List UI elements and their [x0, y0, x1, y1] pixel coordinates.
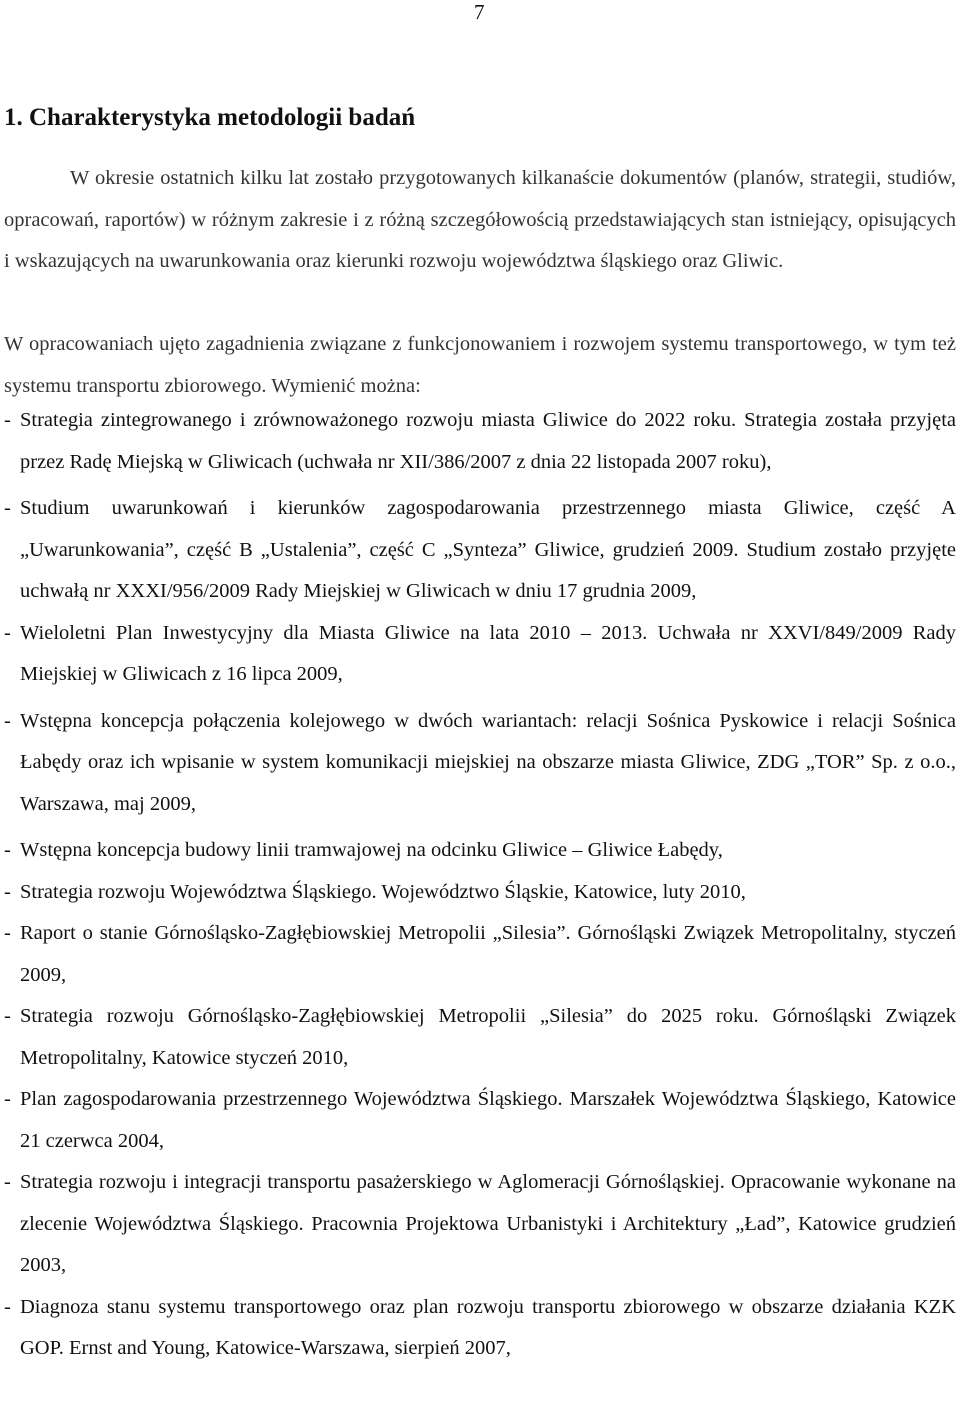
- list-item-text: Wstępna koncepcja połączenia kolejowego w dwóch wariantach: relacji Sośnica Pyskowice i relacji Sośnica Łabędy oraz ich wpisanie w system komunikacji miejskiej na obszarze miasta Gliwice, ZDG „TOR” Sp. z o.o., Warszawa, maj 2009,: [20, 709, 956, 815]
- list-dash: -: [4, 880, 11, 903]
- list-item-text: Diagnoza stanu systemu transportowego oraz plan rozwoju transportu zbiorowego w obszarze działania KZK GOP. Ernst and Young, Katowice-Warszawa, sierpień 2007,: [20, 1295, 956, 1359]
- list-item: [4, 913, 956, 996]
- list-item: [4, 1162, 956, 1287]
- list-dash: -: [4, 621, 11, 644]
- list-item: [4, 400, 956, 483]
- list-dash: -: [4, 839, 11, 861]
- list-item: [4, 830, 956, 872]
- list-item-text: Wstępna koncepcja budowy linii tramwajowej na odcinku Gliwice – Gliwice Łabędy,: [20, 839, 723, 861]
- list-dash: -: [4, 1005, 11, 1027]
- list-item-text: Strategia rozwoju Województwa Śląskiego. Województwo Śląskie, Katowice, luty 2010,: [20, 880, 746, 903]
- list-item: [4, 701, 956, 826]
- list-item: [4, 488, 956, 613]
- list-item-text: Plan zagospodarowania przestrzennego Województwa Śląskiego. Marszałek Województwa Śląskiego, Katowice 21 czerwca 2004,: [20, 1088, 956, 1152]
- list-dash: -: [4, 409, 11, 431]
- list-item-text: Studium uwarunkowań i kierunków zagospodarowania przestrzennego miasta Gliwice, część A „Uwarunkowania”, część B „Ustalenia”, część C „Synteza” Gliwice, grudzień 2009. Studium zostało przyjęte uchwałą nr XXXI/956/2009 Rady Miejskiej w Gliwicach w dniu 17 grudnia 2009,: [20, 497, 956, 602]
- list-item: [4, 872, 956, 914]
- list-item: [4, 996, 956, 1079]
- list-item: [4, 1287, 956, 1370]
- list-dash: -: [4, 497, 11, 519]
- list-item: [4, 613, 956, 696]
- page-number: 7: [474, 0, 485, 24]
- intro-paragraph: W okresie ostatnich kilku lat zostało przygotowanych kilkanaście dokumentów (planów, strategii, studiów, opracowań, raportów) w różnym zakresie i z różną szczegółowością przedstawiających stan istniejący, opisujących i wskazujących na uwarunkowania oraz kierunki rozwoju województwa śląskiego oraz Gliwic.: [4, 167, 956, 272]
- list-item-text: Wieloletni Plan Inwestycyjny dla Miasta Gliwice na lata 2010 – 2013. Uchwała nr XXVI/849/2009 Rady Miejskiej w Gliwicach z 16 lipca 2009,: [20, 621, 956, 685]
- documents-list: [4, 400, 956, 1370]
- list-dash: -: [4, 922, 11, 944]
- list-dash: -: [4, 1088, 11, 1110]
- list-item-text: Strategia zintegrowanego i zrównoważonego rozwoju miasta Gliwice do 2022 roku. Strategia została przyjęta przez Radę Miejską w Gliwicach (uchwała nr XII/386/2007 z dnia 22 listopada 2007 roku),: [20, 409, 956, 473]
- list-item-text: Strategia rozwoju i integracji transportu pasażerskiego w Aglomeracji Górnośląskiej. Opracowanie wykonane na zlecenie Województwa Śląskiego. Pracownia Projektowa Urbanistyki i Architektury „Ład”, Katowice grudzień 2003,: [20, 1171, 956, 1276]
- section-heading: 1. Charakterystyka metodologii badań: [4, 104, 416, 131]
- list-dash: -: [4, 709, 11, 732]
- list-dash: -: [4, 1171, 11, 1193]
- list-item-text: Raport o stanie Górnośląsko-Zagłębiowskiej Metropolii „Silesia”. Górnośląski Związek Metropolitalny, styczeń 2009,: [20, 922, 956, 986]
- list-item-text: Strategia rozwoju Górnośląsko-Zagłębiowskiej Metropolii „Silesia” do 2025 roku. Górnośląski Związek Metropolitalny, Katowice styczeń 2010,: [20, 1005, 956, 1069]
- list-item: [4, 1079, 956, 1162]
- intro-paragraph-continuation: W opracowaniach ujęto zagadnienia związane z funkcjonowaniem i rozwojem systemu transportowego, w tym też systemu transportu zbiorowego. Wymienić można:: [4, 333, 956, 397]
- list-dash: -: [4, 1295, 11, 1318]
